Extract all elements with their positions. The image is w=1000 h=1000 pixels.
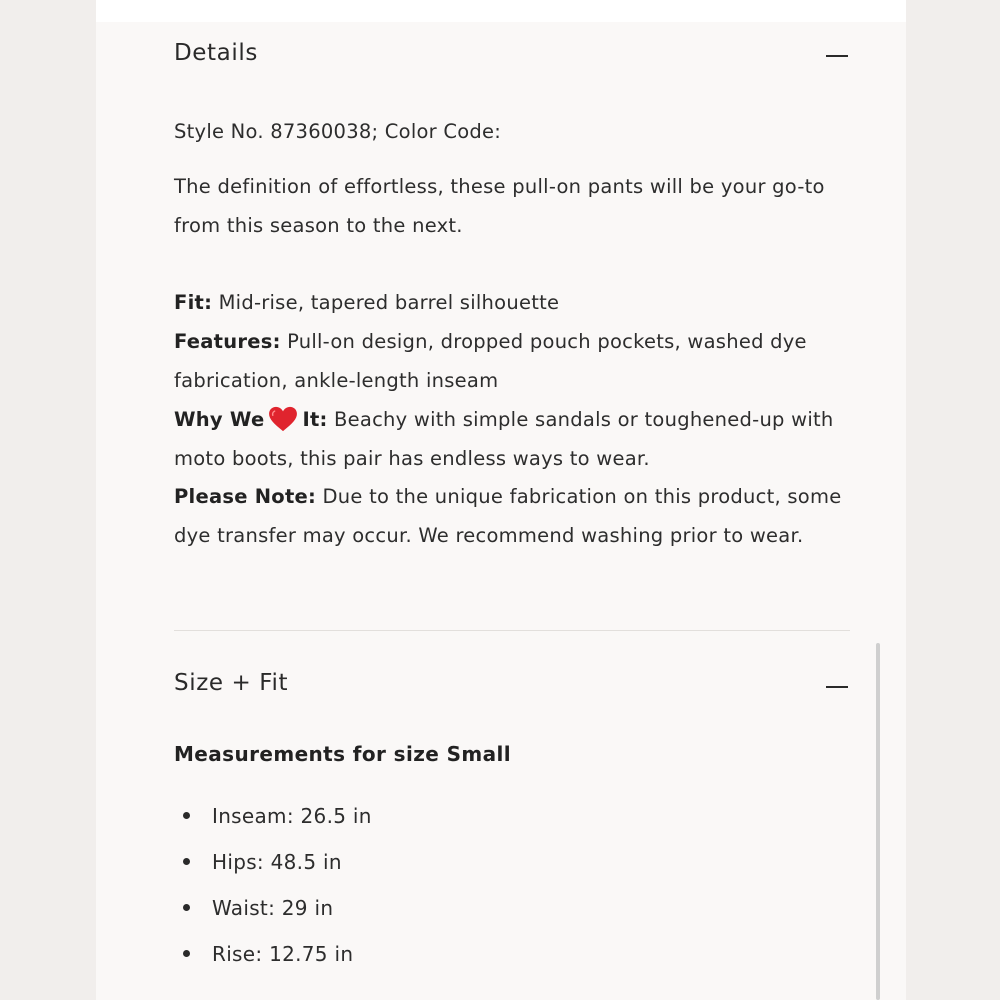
note-label: Please Note:: [174, 485, 317, 508]
measurements-list: [174, 798, 372, 982]
fit-label: Fit:: [174, 291, 213, 314]
top-bar: [96, 0, 906, 22]
why-label-end: It:: [302, 408, 328, 431]
heart-icon: [268, 406, 298, 432]
bullet-icon: [183, 904, 190, 911]
page-margin-left: [0, 0, 100, 1000]
measurement-rise: Rise: 12.75 in: [212, 942, 354, 966]
measurement-inseam: Inseam: 26.5 in: [212, 804, 372, 828]
list-item: [174, 890, 372, 936]
list-item: [174, 798, 372, 844]
bullet-icon: [183, 858, 190, 865]
fit-text: Mid-rise, tapered barrel silhouette: [212, 291, 560, 314]
measurements-title: Measurements for size Small: [174, 742, 512, 766]
list-item: [174, 936, 372, 982]
bullet-icon: [183, 812, 190, 819]
minus-icon[interactable]: [826, 686, 848, 688]
please-note: [174, 477, 850, 555]
features-text: Pull-on design, dropped pouch pockets, washed dye fabrication, ankle-length inseam: [174, 330, 807, 392]
why-text: Beachy with simple sandals or toughened-up with moto boots, this pair has endless ways to wear.: [174, 408, 834, 470]
product-accordion: [174, 22, 850, 966]
note-text: Due to the unique fabrication on this product, some dye transfer may occur. We recommend washing prior to wear.: [174, 485, 842, 547]
details-header[interactable]: [174, 22, 850, 88]
features-label: Features:: [174, 330, 281, 353]
page-margin-right: [905, 0, 1000, 1000]
why-label-start: Why We: [174, 408, 265, 431]
features-line: [174, 322, 850, 400]
bullet-icon: [183, 950, 190, 957]
list-item: [174, 844, 372, 890]
style-number: Style No. 87360038; Color Code:: [174, 120, 502, 143]
fit-line: [174, 283, 850, 322]
size-fit-title[interactable]: Size + Fit: [174, 670, 289, 696]
minus-icon[interactable]: [826, 55, 848, 57]
section-divider: [174, 630, 850, 631]
why-we-love-line: [174, 400, 850, 478]
measurement-hips: Hips: 48.5 in: [212, 850, 342, 874]
measurement-waist: Waist: 29 in: [212, 896, 334, 920]
details-title: Details: [174, 40, 258, 66]
product-description: The definition of effortless, these pull-on pants will be your go-to from this season to the next.: [174, 175, 825, 237]
product-attributes: [174, 283, 850, 478]
scrollbar[interactable]: [876, 643, 880, 1000]
